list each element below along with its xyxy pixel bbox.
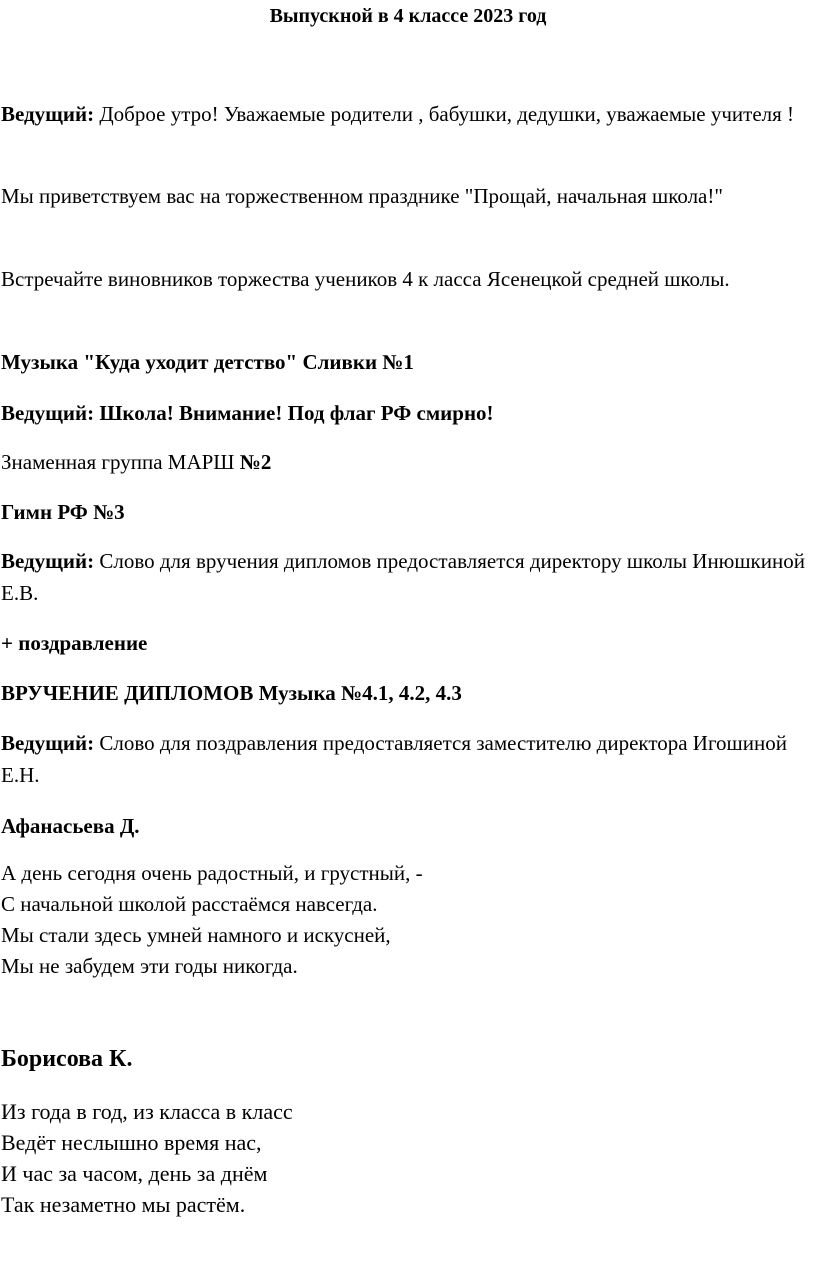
march-number: №2 bbox=[239, 450, 272, 474]
music-cue-1: Музыка "Куда уходит детство" Сливки №1 bbox=[1, 350, 414, 374]
performer-borisova: Борисова К. bbox=[1, 1046, 133, 1072]
verse-line: Из года в год, из класса в класс bbox=[1, 1099, 293, 1124]
welcome-paragraph: Мы приветствуем вас на торжественном празднике "Прощай, начальная школа!" bbox=[1, 184, 723, 208]
anthem-line: Гимн РФ №3 bbox=[1, 500, 125, 524]
deputy-paragraph bbox=[1, 727, 813, 791]
greeting-text: Доброе утро! Уважаемые родители , бабушки, дедушки, уважаемые учителя ! bbox=[94, 102, 795, 126]
introduce-paragraph: Встречайте виновников торжества учеников 4 к ласса Ясенецкой средней школы. bbox=[1, 267, 730, 291]
document-title: Выпускной в 4 классе 2023 год bbox=[269, 5, 547, 27]
flag-command: Ведущий: Школа! Внимание! Под флаг РФ смирно! bbox=[1, 401, 494, 425]
director-paragraph bbox=[1, 545, 813, 609]
verse-line: Мы стали здесь умней намного и искусней, bbox=[1, 923, 391, 947]
speaker-label: Ведущий: bbox=[1, 549, 95, 573]
verse-line: А день сегодня очень радостный, и грустный, - bbox=[1, 861, 423, 885]
performer-afanasyeva: Афанасьева Д. bbox=[1, 814, 140, 838]
verse-borisova bbox=[1, 1096, 293, 1220]
speaker-label: Ведущий: bbox=[1, 102, 95, 126]
greeting-paragraph bbox=[1, 98, 813, 130]
verse-line: И час за часом, день за днём bbox=[1, 1161, 268, 1186]
march-line bbox=[1, 446, 813, 478]
verse-afanasyeva bbox=[1, 858, 423, 982]
verse-line: С начальной школой расстаёмся навсегда. bbox=[1, 892, 378, 916]
verse-line: Так незаметно мы растём. bbox=[1, 1192, 246, 1217]
verse-line: Ведёт неслышно время нас, bbox=[1, 1130, 262, 1155]
march-text: Знаменная группа МАРШ bbox=[1, 450, 240, 474]
congrats-line: + поздравление bbox=[1, 631, 148, 655]
verse-line: Мы не забудем эти годы никогда. bbox=[1, 954, 298, 978]
deputy-text: Слово для поздравления предоставляется заместителю директора Игошиной Е.Н. bbox=[1, 731, 787, 787]
diplomas-line: ВРУЧЕНИЕ ДИПЛОМОВ Музыка №4.1, 4.2, 4.3 bbox=[1, 681, 462, 705]
speaker-label: Ведущий: bbox=[1, 731, 95, 755]
director-text: Слово для вручения дипломов предоставляется директору школы Инюшкиной Е.В. bbox=[1, 549, 805, 605]
